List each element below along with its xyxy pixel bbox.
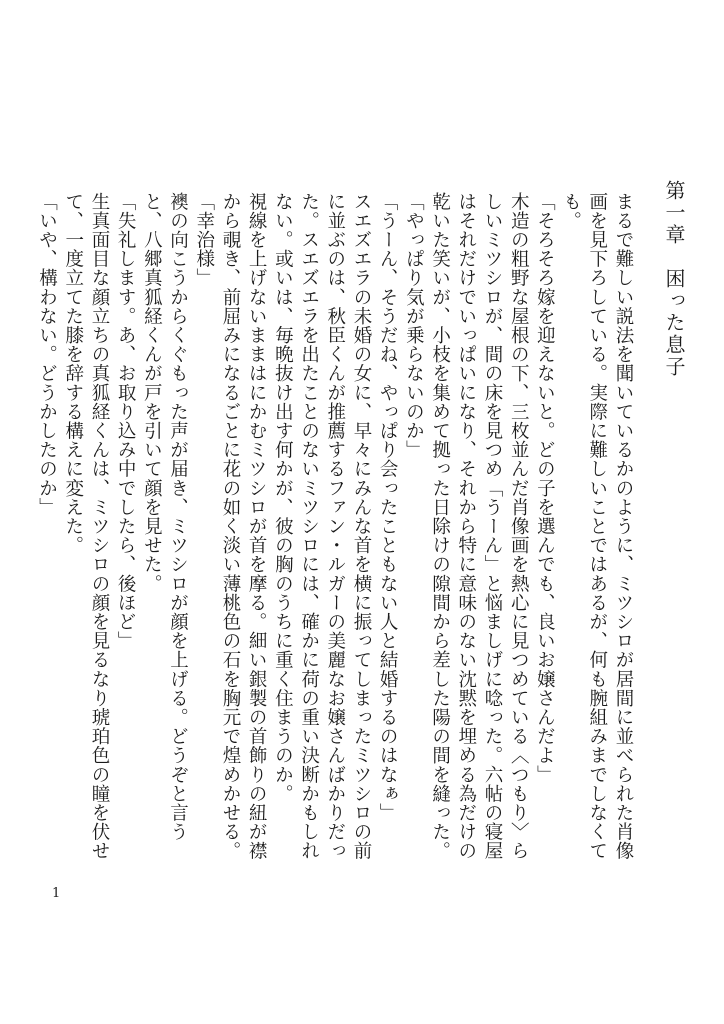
paragraph: 「そろそろ嫁を迎えないと。どの子を選んでも、良いお嬢さんだよ」 — [534, 192, 556, 785]
paragraph: 襖の向こうからくぐもった声が届き、ミツシロが顔を上げる。どうぞと言うと、八郷真狐経くんが戸を引いて顔を見せた。 — [141, 192, 189, 842]
paragraph: 「やっぱり気が乗らないのか」 — [403, 192, 425, 460]
paragraph: 「いや、構わない。どうかしたのか」 — [36, 192, 58, 517]
paragraph: まるで難しい説法を聞いているかのように、ミツシロが居間に並べられた肖像画を見下ろしている。実際に難しいことではあるが、何も腕組みまでしなくても。 — [560, 192, 634, 861]
page-number: 1 — [52, 886, 61, 901]
paragraph: 「幸治様」 — [193, 192, 215, 288]
chapter-title: 第一章 困った息子 — [662, 180, 686, 378]
body-text — [33, 192, 636, 874]
paragraph: 木造の粗野な屋根の下、三枚並んだ肖像画を熱心に見つめている〈つもり〉らしいミツシロが、間の床を見つめ「うーん」と悩ましげに唸った。六帖の寝屋はそれだけでいっぱいになり、それから特に意味のない沈黙を埋める為だけの乾いた笑いが、小枝を集めて拠った日除けの隙間から差した陽の間を縫った。 — [429, 192, 530, 861]
paragraph: スエズエラの未婚の女に、早々にみんな首を横に振ってしまったミツシロの前に並ぶのは、秋臣くんが推薦するファン・ルガーの美麗なお嬢さんばかりだった。スエズエラを出たことのないミツシロには、確かに荷の重い決断かもしれない。或いは、毎晩抜け出す何かが、彼の胸のうちに重く住まうのか。 — [272, 192, 372, 861]
paragraph: 「うーん、そうだね、やっぱり会ったこともない人と結婚するのはなぁ」 — [377, 192, 399, 823]
paragraph: 「失礼します。あ、お取り込み中でしたら、後ほど」 — [115, 192, 137, 651]
paragraph: 生真面目な顔立ちの真狐経くんは、ミツシロの顔を見るなり琥珀色の瞳を伏せて、一度立てた膝を辞する構えに変えた。 — [62, 192, 110, 861]
paragraph: 視線を上げないままはにかむミツシロが首を摩る。細い銀製の首飾りの紐が襟から覗き、前屈みになるごとに花の如く淡い薄桃色の石を胸元で煌めかせる。 — [219, 192, 268, 861]
